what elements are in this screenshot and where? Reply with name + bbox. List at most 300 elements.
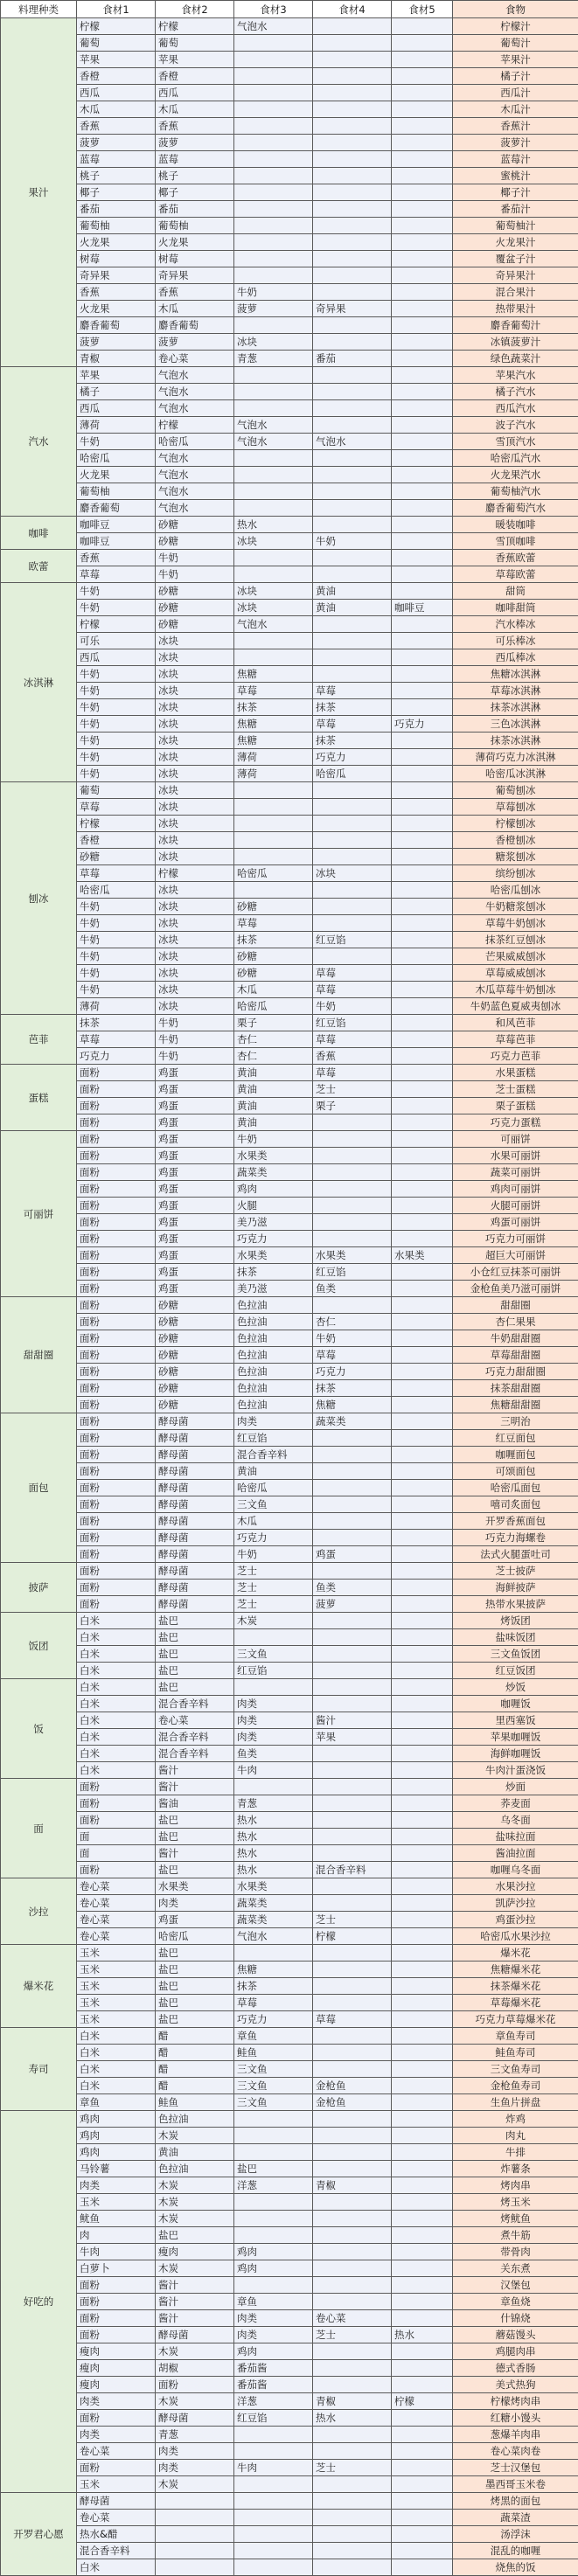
ingredient-cell[interactable]: [392, 118, 453, 135]
ingredient-cell[interactable]: 蔬菜类: [234, 1164, 313, 1181]
food-cell[interactable]: 芒果威威刨冰: [453, 948, 578, 965]
ingredient-cell[interactable]: 气泡水: [234, 417, 313, 434]
header-ingredient-4[interactable]: 食材4: [313, 1, 392, 18]
food-cell[interactable]: 奇异果汁: [453, 267, 578, 284]
ingredient-cell[interactable]: 玉米: [77, 2011, 156, 2028]
ingredient-cell[interactable]: [313, 1845, 392, 1862]
ingredient-cell[interactable]: [392, 317, 453, 334]
ingredient-cell[interactable]: [234, 2227, 313, 2244]
ingredient-cell[interactable]: 肉类: [234, 1413, 313, 1430]
food-cell[interactable]: 肉丸: [453, 2128, 578, 2144]
ingredient-cell[interactable]: 醋: [156, 2045, 234, 2061]
ingredient-cell[interactable]: 面粉: [77, 1181, 156, 1198]
ingredient-cell[interactable]: 香蕉: [77, 284, 156, 301]
ingredient-cell[interactable]: 肉类: [234, 2327, 313, 2343]
ingredient-cell[interactable]: 哈密瓜: [77, 450, 156, 467]
ingredient-cell[interactable]: [392, 1895, 453, 1912]
ingredient-cell[interactable]: 青葱: [156, 2427, 234, 2443]
ingredient-cell[interactable]: [313, 2244, 392, 2260]
ingredient-cell[interactable]: 菠萝: [77, 135, 156, 151]
food-cell[interactable]: 香蕉欧蕾: [453, 550, 578, 566]
ingredient-cell[interactable]: 酵母菌: [156, 1447, 234, 1463]
ingredient-cell[interactable]: 混合香辛料: [156, 1729, 234, 1746]
ingredient-cell[interactable]: [392, 932, 453, 948]
ingredient-cell[interactable]: 杏仁: [234, 1031, 313, 1048]
ingredient-cell[interactable]: [313, 35, 392, 52]
food-cell[interactable]: 巧克力蛋糕: [453, 1114, 578, 1131]
ingredient-cell[interactable]: 面粉: [77, 1297, 156, 1314]
ingredient-cell[interactable]: [313, 1496, 392, 1513]
ingredient-cell[interactable]: [392, 2194, 453, 2211]
ingredient-cell[interactable]: [392, 1131, 453, 1148]
food-cell[interactable]: 椰子汁: [453, 184, 578, 201]
food-cell[interactable]: 草莓爆米花: [453, 1995, 578, 2011]
food-cell[interactable]: 蓝莓汁: [453, 151, 578, 168]
ingredient-cell[interactable]: 热水&醋: [77, 2526, 156, 2543]
food-cell[interactable]: 嘻司炙面包: [453, 1496, 578, 1513]
ingredient-cell[interactable]: [392, 2427, 453, 2443]
ingredient-cell[interactable]: [392, 633, 453, 649]
ingredient-cell[interactable]: 黄油: [234, 1081, 313, 1098]
ingredient-cell[interactable]: 面粉: [77, 1380, 156, 1397]
ingredient-cell[interactable]: 牛奶: [77, 749, 156, 766]
ingredient-cell[interactable]: [313, 1513, 392, 1530]
ingredient-cell[interactable]: 香橙: [156, 68, 234, 85]
ingredient-cell[interactable]: [313, 1530, 392, 1546]
ingredient-cell[interactable]: [313, 1663, 392, 1679]
ingredient-cell[interactable]: 热水: [234, 1829, 313, 1845]
ingredient-cell[interactable]: 混合香辛料: [77, 2543, 156, 2559]
ingredient-cell[interactable]: 木炭: [156, 2393, 234, 2410]
ingredient-cell[interactable]: 酵母菌: [156, 1463, 234, 1480]
food-cell[interactable]: 巧克力可丽饼: [453, 1231, 578, 1247]
ingredient-cell[interactable]: 木瓜: [77, 101, 156, 118]
ingredient-cell[interactable]: 蔬菜类: [313, 1413, 392, 1430]
ingredient-cell[interactable]: 砂糖: [156, 1364, 234, 1380]
category-cell[interactable]: 寿司: [1, 2028, 77, 2111]
ingredient-cell[interactable]: 牛奶: [156, 1031, 234, 1048]
ingredient-cell[interactable]: 抹茶: [77, 1015, 156, 1031]
ingredient-cell[interactable]: 鸡蛋: [156, 1247, 234, 1264]
ingredient-cell[interactable]: 焦糖: [234, 1962, 313, 1978]
ingredient-cell[interactable]: 肉类: [156, 2443, 234, 2460]
ingredient-cell[interactable]: 木瓜: [234, 982, 313, 998]
ingredient-cell[interactable]: [392, 1347, 453, 1364]
ingredient-cell[interactable]: [313, 2260, 392, 2277]
ingredient-cell[interactable]: 砂糖: [156, 1330, 234, 1347]
ingredient-cell[interactable]: [392, 1081, 453, 1098]
ingredient-cell[interactable]: 鸡肉: [234, 1181, 313, 1198]
ingredient-cell[interactable]: 香蕉: [313, 1048, 392, 1065]
ingredient-cell[interactable]: 色拉油: [234, 1347, 313, 1364]
ingredient-cell[interactable]: 草莓: [313, 2011, 392, 2028]
food-cell[interactable]: 炸薯条: [453, 2161, 578, 2177]
ingredient-cell[interactable]: 草莓: [313, 683, 392, 699]
ingredient-cell[interactable]: 芝士: [234, 1580, 313, 1596]
food-cell[interactable]: 草莓刨冰: [453, 799, 578, 816]
food-cell[interactable]: 葡萄汁: [453, 35, 578, 52]
ingredient-cell[interactable]: [234, 2144, 313, 2161]
ingredient-cell[interactable]: 卷心菜: [77, 1878, 156, 1895]
ingredient-cell[interactable]: 牛肉: [234, 2460, 313, 2476]
food-cell[interactable]: 西瓜汽水: [453, 400, 578, 417]
ingredient-cell[interactable]: 面粉: [77, 1397, 156, 1413]
ingredient-cell[interactable]: 青葱: [234, 1795, 313, 1812]
ingredient-cell[interactable]: [234, 550, 313, 566]
ingredient-cell[interactable]: 火龙果: [77, 234, 156, 251]
ingredient-cell[interactable]: [392, 201, 453, 218]
ingredient-cell[interactable]: 木瓜: [156, 101, 234, 118]
ingredient-cell[interactable]: [392, 2111, 453, 2128]
ingredient-cell[interactable]: [313, 2360, 392, 2377]
ingredient-cell[interactable]: 红豆馅: [234, 1663, 313, 1679]
ingredient-cell[interactable]: [392, 2144, 453, 2161]
category-cell[interactable]: 果汁: [1, 18, 77, 367]
ingredient-cell[interactable]: 酵母菌: [156, 1546, 234, 1563]
ingredient-cell[interactable]: [392, 1845, 453, 1862]
ingredient-cell[interactable]: 面粉: [77, 1330, 156, 1347]
ingredient-cell[interactable]: 三文鱼: [234, 1496, 313, 1513]
ingredient-cell[interactable]: 草莓: [313, 1347, 392, 1364]
food-cell[interactable]: 可乐棒冰: [453, 633, 578, 649]
food-cell[interactable]: 牛肉汁蛋浇饭: [453, 1762, 578, 1779]
food-cell[interactable]: 法式火腿蛋吐司: [453, 1546, 578, 1563]
ingredient-cell[interactable]: 肉类: [77, 2427, 156, 2443]
ingredient-cell[interactable]: 冰块: [156, 716, 234, 733]
ingredient-cell[interactable]: [313, 649, 392, 666]
ingredient-cell[interactable]: 蔬菜类: [234, 1912, 313, 1928]
ingredient-cell[interactable]: 面粉: [77, 2277, 156, 2294]
ingredient-cell[interactable]: 焦糖: [234, 716, 313, 733]
ingredient-cell[interactable]: [313, 1198, 392, 1214]
ingredient-cell[interactable]: [392, 267, 453, 284]
ingredient-cell[interactable]: 草莓: [234, 915, 313, 932]
ingredient-cell[interactable]: 鸡蛋: [156, 1081, 234, 1098]
ingredient-cell[interactable]: 白米: [77, 1646, 156, 1663]
ingredient-cell[interactable]: 面粉: [77, 1314, 156, 1330]
ingredient-cell[interactable]: 卷心菜: [313, 2310, 392, 2327]
ingredient-cell[interactable]: 抹茶: [313, 699, 392, 716]
ingredient-cell[interactable]: 鸡肉: [77, 2128, 156, 2144]
ingredient-cell[interactable]: 面粉: [77, 1347, 156, 1364]
ingredient-cell[interactable]: 草莓: [313, 1065, 392, 1081]
ingredient-cell[interactable]: [392, 766, 453, 782]
ingredient-cell[interactable]: [392, 583, 453, 600]
ingredient-cell[interactable]: [392, 733, 453, 749]
food-cell[interactable]: 芝士汉堡包: [453, 2460, 578, 2476]
ingredient-cell[interactable]: 玉米: [77, 1995, 156, 2011]
ingredient-cell[interactable]: 色拉油: [234, 1314, 313, 1330]
ingredient-cell[interactable]: 鸡蛋: [156, 1912, 234, 1928]
ingredient-cell[interactable]: [313, 101, 392, 118]
ingredient-cell[interactable]: [392, 1646, 453, 1663]
ingredient-cell[interactable]: [313, 550, 392, 566]
ingredient-cell[interactable]: [313, 2510, 392, 2526]
food-cell[interactable]: 牛奶糖浆刨冰: [453, 899, 578, 915]
ingredient-cell[interactable]: 香蕉: [156, 284, 234, 301]
ingredient-cell[interactable]: 鸡蛋: [313, 1546, 392, 1563]
ingredient-cell[interactable]: [392, 2211, 453, 2227]
ingredient-cell[interactable]: [392, 1164, 453, 1181]
ingredient-cell[interactable]: 黄油: [234, 1114, 313, 1131]
ingredient-cell[interactable]: [234, 317, 313, 334]
ingredient-cell[interactable]: 酱汁: [156, 1762, 234, 1779]
ingredient-cell[interactable]: [313, 1480, 392, 1496]
food-cell[interactable]: 杏仁果果: [453, 1314, 578, 1330]
ingredient-cell[interactable]: [234, 2443, 313, 2460]
ingredient-cell[interactable]: 酱汁: [156, 1779, 234, 1795]
ingredient-cell[interactable]: [234, 218, 313, 234]
ingredient-cell[interactable]: [392, 816, 453, 832]
ingredient-cell[interactable]: 白米: [77, 2045, 156, 2061]
ingredient-cell[interactable]: 牛奶: [77, 982, 156, 998]
food-cell[interactable]: 巧克力海螺卷: [453, 1530, 578, 1546]
food-cell[interactable]: 热带果汁: [453, 301, 578, 317]
ingredient-cell[interactable]: 面粉: [77, 1779, 156, 1795]
food-cell[interactable]: 草莓甜甜圈: [453, 1347, 578, 1364]
ingredient-cell[interactable]: 鱿鱼: [77, 2211, 156, 2227]
ingredient-cell[interactable]: [313, 832, 392, 849]
ingredient-cell[interactable]: 酵母菌: [156, 1530, 234, 1546]
ingredient-cell[interactable]: 玉米: [77, 1945, 156, 1962]
ingredient-cell[interactable]: 盐巴: [156, 1613, 234, 1629]
food-cell[interactable]: 橘子汁: [453, 68, 578, 85]
ingredient-cell[interactable]: 冰块: [156, 948, 234, 965]
ingredient-cell[interactable]: 冰块: [156, 816, 234, 832]
ingredient-cell[interactable]: [392, 2028, 453, 2045]
food-cell[interactable]: 盐味拉面: [453, 1829, 578, 1845]
ingredient-cell[interactable]: 砂糖: [156, 1347, 234, 1364]
food-cell[interactable]: 里西塞饭: [453, 1712, 578, 1729]
ingredient-cell[interactable]: [392, 1098, 453, 1114]
ingredient-cell[interactable]: [313, 168, 392, 184]
ingredient-cell[interactable]: [392, 1696, 453, 1712]
food-cell[interactable]: 可丽饼: [453, 1131, 578, 1148]
food-cell[interactable]: 咖喱饭: [453, 1696, 578, 1712]
food-cell[interactable]: 哈密瓜水果沙拉: [453, 1928, 578, 1945]
ingredient-cell[interactable]: 芝士: [313, 1912, 392, 1928]
ingredient-cell[interactable]: 草莓: [313, 965, 392, 982]
food-cell[interactable]: 牛排: [453, 2144, 578, 2161]
category-cell[interactable]: 面包: [1, 1413, 77, 1563]
ingredient-cell[interactable]: [234, 2211, 313, 2227]
ingredient-cell[interactable]: [392, 982, 453, 998]
ingredient-cell[interactable]: [392, 550, 453, 566]
ingredient-cell[interactable]: 面粉: [77, 1198, 156, 1214]
ingredient-cell[interactable]: 牛奶: [77, 600, 156, 616]
ingredient-cell[interactable]: 盐巴: [156, 2227, 234, 2244]
ingredient-cell[interactable]: 草莓: [77, 566, 156, 583]
ingredient-cell[interactable]: 柠檬: [156, 417, 234, 434]
food-cell[interactable]: 红豆面包: [453, 1430, 578, 1447]
food-cell[interactable]: 蔬菜渣: [453, 2510, 578, 2526]
ingredient-cell[interactable]: 瘦肉: [77, 2360, 156, 2377]
ingredient-cell[interactable]: 黄油: [234, 1463, 313, 1480]
ingredient-cell[interactable]: 柠檬: [77, 816, 156, 832]
ingredient-cell[interactable]: 肉类: [77, 2393, 156, 2410]
food-cell[interactable]: 爆米花: [453, 1945, 578, 1962]
ingredient-cell[interactable]: 鸡蛋: [156, 1131, 234, 1148]
ingredient-cell[interactable]: 鸡肉: [234, 2260, 313, 2277]
ingredient-cell[interactable]: 面粉: [77, 1281, 156, 1297]
ingredient-cell[interactable]: 气泡水: [156, 483, 234, 500]
ingredient-cell[interactable]: 香蕉: [77, 550, 156, 566]
ingredient-cell[interactable]: 冰块: [156, 832, 234, 849]
ingredient-cell[interactable]: [313, 467, 392, 483]
ingredient-cell[interactable]: 番茄: [156, 201, 234, 218]
category-cell[interactable]: 好吃的: [1, 2111, 77, 2493]
ingredient-cell[interactable]: [313, 367, 392, 384]
ingredient-cell[interactable]: 草莓: [313, 716, 392, 733]
ingredient-cell[interactable]: [392, 1563, 453, 1580]
ingredient-cell[interactable]: [392, 2559, 453, 2576]
ingredient-cell[interactable]: 桃子: [156, 168, 234, 184]
ingredient-cell[interactable]: [313, 1148, 392, 1164]
ingredient-cell[interactable]: 火龙果: [77, 301, 156, 317]
ingredient-cell[interactable]: [392, 832, 453, 849]
food-cell[interactable]: 抹茶甜甜圈: [453, 1380, 578, 1397]
ingredient-cell[interactable]: 盐巴: [234, 2161, 313, 2177]
ingredient-cell[interactable]: [392, 1480, 453, 1496]
ingredient-cell[interactable]: [392, 1580, 453, 1596]
ingredient-cell[interactable]: [392, 367, 453, 384]
ingredient-cell[interactable]: [392, 168, 453, 184]
ingredient-cell[interactable]: 酵母菌: [156, 1430, 234, 1447]
ingredient-cell[interactable]: 冰块: [234, 334, 313, 351]
ingredient-cell[interactable]: [392, 1413, 453, 1430]
category-cell[interactable]: 沙拉: [1, 1878, 77, 1945]
ingredient-cell[interactable]: 冰块: [156, 899, 234, 915]
ingredient-cell[interactable]: 面粉: [77, 1081, 156, 1098]
ingredient-cell[interactable]: 麝香葡萄: [77, 500, 156, 517]
ingredient-cell[interactable]: [392, 467, 453, 483]
ingredient-cell[interactable]: 牛奶: [234, 284, 313, 301]
ingredient-cell[interactable]: [313, 899, 392, 915]
ingredient-cell[interactable]: 冰块: [156, 932, 234, 948]
ingredient-cell[interactable]: [392, 2277, 453, 2294]
ingredient-cell[interactable]: [392, 2360, 453, 2377]
ingredient-cell[interactable]: 面粉: [77, 2410, 156, 2427]
ingredient-cell[interactable]: [392, 1762, 453, 1779]
ingredient-cell[interactable]: 章鱼: [234, 2294, 313, 2310]
ingredient-cell[interactable]: [313, 450, 392, 467]
ingredient-cell[interactable]: [313, 1646, 392, 1663]
ingredient-cell[interactable]: 冰块: [156, 882, 234, 899]
food-cell[interactable]: 菠萝汁: [453, 135, 578, 151]
food-cell[interactable]: 凯萨沙拉: [453, 1895, 578, 1912]
ingredient-cell[interactable]: [392, 2011, 453, 2028]
ingredient-cell[interactable]: 盐巴: [156, 1862, 234, 1878]
ingredient-cell[interactable]: [313, 1746, 392, 1762]
food-cell[interactable]: 雪顶咖啡: [453, 533, 578, 550]
ingredient-cell[interactable]: [392, 1015, 453, 1031]
ingredient-cell[interactable]: [392, 2094, 453, 2111]
ingredient-cell[interactable]: 气泡水: [234, 18, 313, 35]
ingredient-cell[interactable]: 砂糖: [156, 583, 234, 600]
ingredient-cell[interactable]: 冰块: [156, 733, 234, 749]
header-category[interactable]: 料理种类: [1, 1, 77, 18]
food-cell[interactable]: 栗子蛋糕: [453, 1098, 578, 1114]
ingredient-cell[interactable]: [313, 2194, 392, 2211]
ingredient-cell[interactable]: 面粉: [77, 1098, 156, 1114]
ingredient-cell[interactable]: 冰块: [156, 965, 234, 982]
ingredient-cell[interactable]: 瘦肉: [156, 2244, 234, 2260]
ingredient-cell[interactable]: [392, 1031, 453, 1048]
food-cell[interactable]: 什锦烧: [453, 2310, 578, 2327]
ingredient-cell[interactable]: [313, 2128, 392, 2144]
food-cell[interactable]: 抹茶爆米花: [453, 1978, 578, 1995]
ingredient-cell[interactable]: 牛奶: [77, 733, 156, 749]
ingredient-cell[interactable]: 气泡水: [156, 367, 234, 384]
ingredient-cell[interactable]: [392, 965, 453, 982]
food-cell[interactable]: 生鱼片拼盘: [453, 2094, 578, 2111]
food-cell[interactable]: 红豆饭团: [453, 1663, 578, 1679]
ingredient-cell[interactable]: 面粉: [77, 2294, 156, 2310]
ingredient-cell[interactable]: 薄荷: [77, 998, 156, 1015]
ingredient-cell[interactable]: 色拉油: [234, 1330, 313, 1347]
ingredient-cell[interactable]: 面粉: [77, 1148, 156, 1164]
ingredient-cell[interactable]: [313, 2493, 392, 2510]
ingredient-cell[interactable]: [313, 915, 392, 932]
category-cell[interactable]: 芭菲: [1, 1015, 77, 1065]
ingredient-cell[interactable]: 气泡水: [156, 384, 234, 400]
ingredient-cell[interactable]: 肉类: [234, 1729, 313, 1746]
ingredient-cell[interactable]: [313, 2111, 392, 2128]
food-cell[interactable]: 焦糖爆米花: [453, 1962, 578, 1978]
ingredient-cell[interactable]: 水果类: [234, 1878, 313, 1895]
ingredient-cell[interactable]: [234, 251, 313, 267]
food-cell[interactable]: 草莓欧蕾: [453, 566, 578, 583]
ingredient-cell[interactable]: 牛肉: [77, 2244, 156, 2260]
ingredient-cell[interactable]: 水果类: [392, 1247, 453, 1264]
ingredient-cell[interactable]: [392, 2161, 453, 2177]
ingredient-cell[interactable]: 气泡水: [313, 434, 392, 450]
ingredient-cell[interactable]: [234, 1779, 313, 1795]
ingredient-cell[interactable]: [313, 1164, 392, 1181]
food-cell[interactable]: 哈密瓜面包: [453, 1480, 578, 1496]
ingredient-cell[interactable]: 面粉: [77, 1364, 156, 1380]
ingredient-cell[interactable]: 芝士: [234, 1563, 313, 1580]
ingredient-cell[interactable]: 冰块: [156, 633, 234, 649]
ingredient-cell[interactable]: 蓝莓: [77, 151, 156, 168]
ingredient-cell[interactable]: 白米: [77, 1712, 156, 1729]
ingredient-cell[interactable]: [392, 2443, 453, 2460]
ingredient-cell[interactable]: [392, 2476, 453, 2493]
ingredient-cell[interactable]: 木炭: [156, 2211, 234, 2227]
ingredient-cell[interactable]: 面: [77, 1845, 156, 1862]
ingredient-cell[interactable]: 苹果: [156, 52, 234, 68]
ingredient-cell[interactable]: 冰块: [156, 699, 234, 716]
ingredient-cell[interactable]: 酵母菌: [156, 1513, 234, 1530]
food-cell[interactable]: 荞麦面: [453, 1795, 578, 1812]
ingredient-cell[interactable]: [313, 251, 392, 267]
food-cell[interactable]: 盐味饭团: [453, 1629, 578, 1646]
ingredient-cell[interactable]: 西瓜: [156, 85, 234, 101]
ingredient-cell[interactable]: [313, 500, 392, 517]
food-cell[interactable]: 火龙果汽水: [453, 467, 578, 483]
ingredient-cell[interactable]: 酵母菌: [156, 2327, 234, 2343]
food-cell[interactable]: 章鱼烧: [453, 2294, 578, 2310]
ingredient-cell[interactable]: 卷心菜: [77, 2510, 156, 2526]
food-cell[interactable]: 牛奶蓝色夏威夷刨冰: [453, 998, 578, 1015]
ingredient-cell[interactable]: 鸡蛋: [156, 1114, 234, 1131]
category-cell[interactable]: 欧蕾: [1, 550, 77, 583]
ingredient-cell[interactable]: 卷心菜: [156, 351, 234, 367]
ingredient-cell[interactable]: [392, 1114, 453, 1131]
food-cell[interactable]: 抹茶红豆刨冰: [453, 932, 578, 948]
ingredient-cell[interactable]: 鸡蛋: [156, 1164, 234, 1181]
ingredient-cell[interactable]: [234, 2543, 313, 2559]
